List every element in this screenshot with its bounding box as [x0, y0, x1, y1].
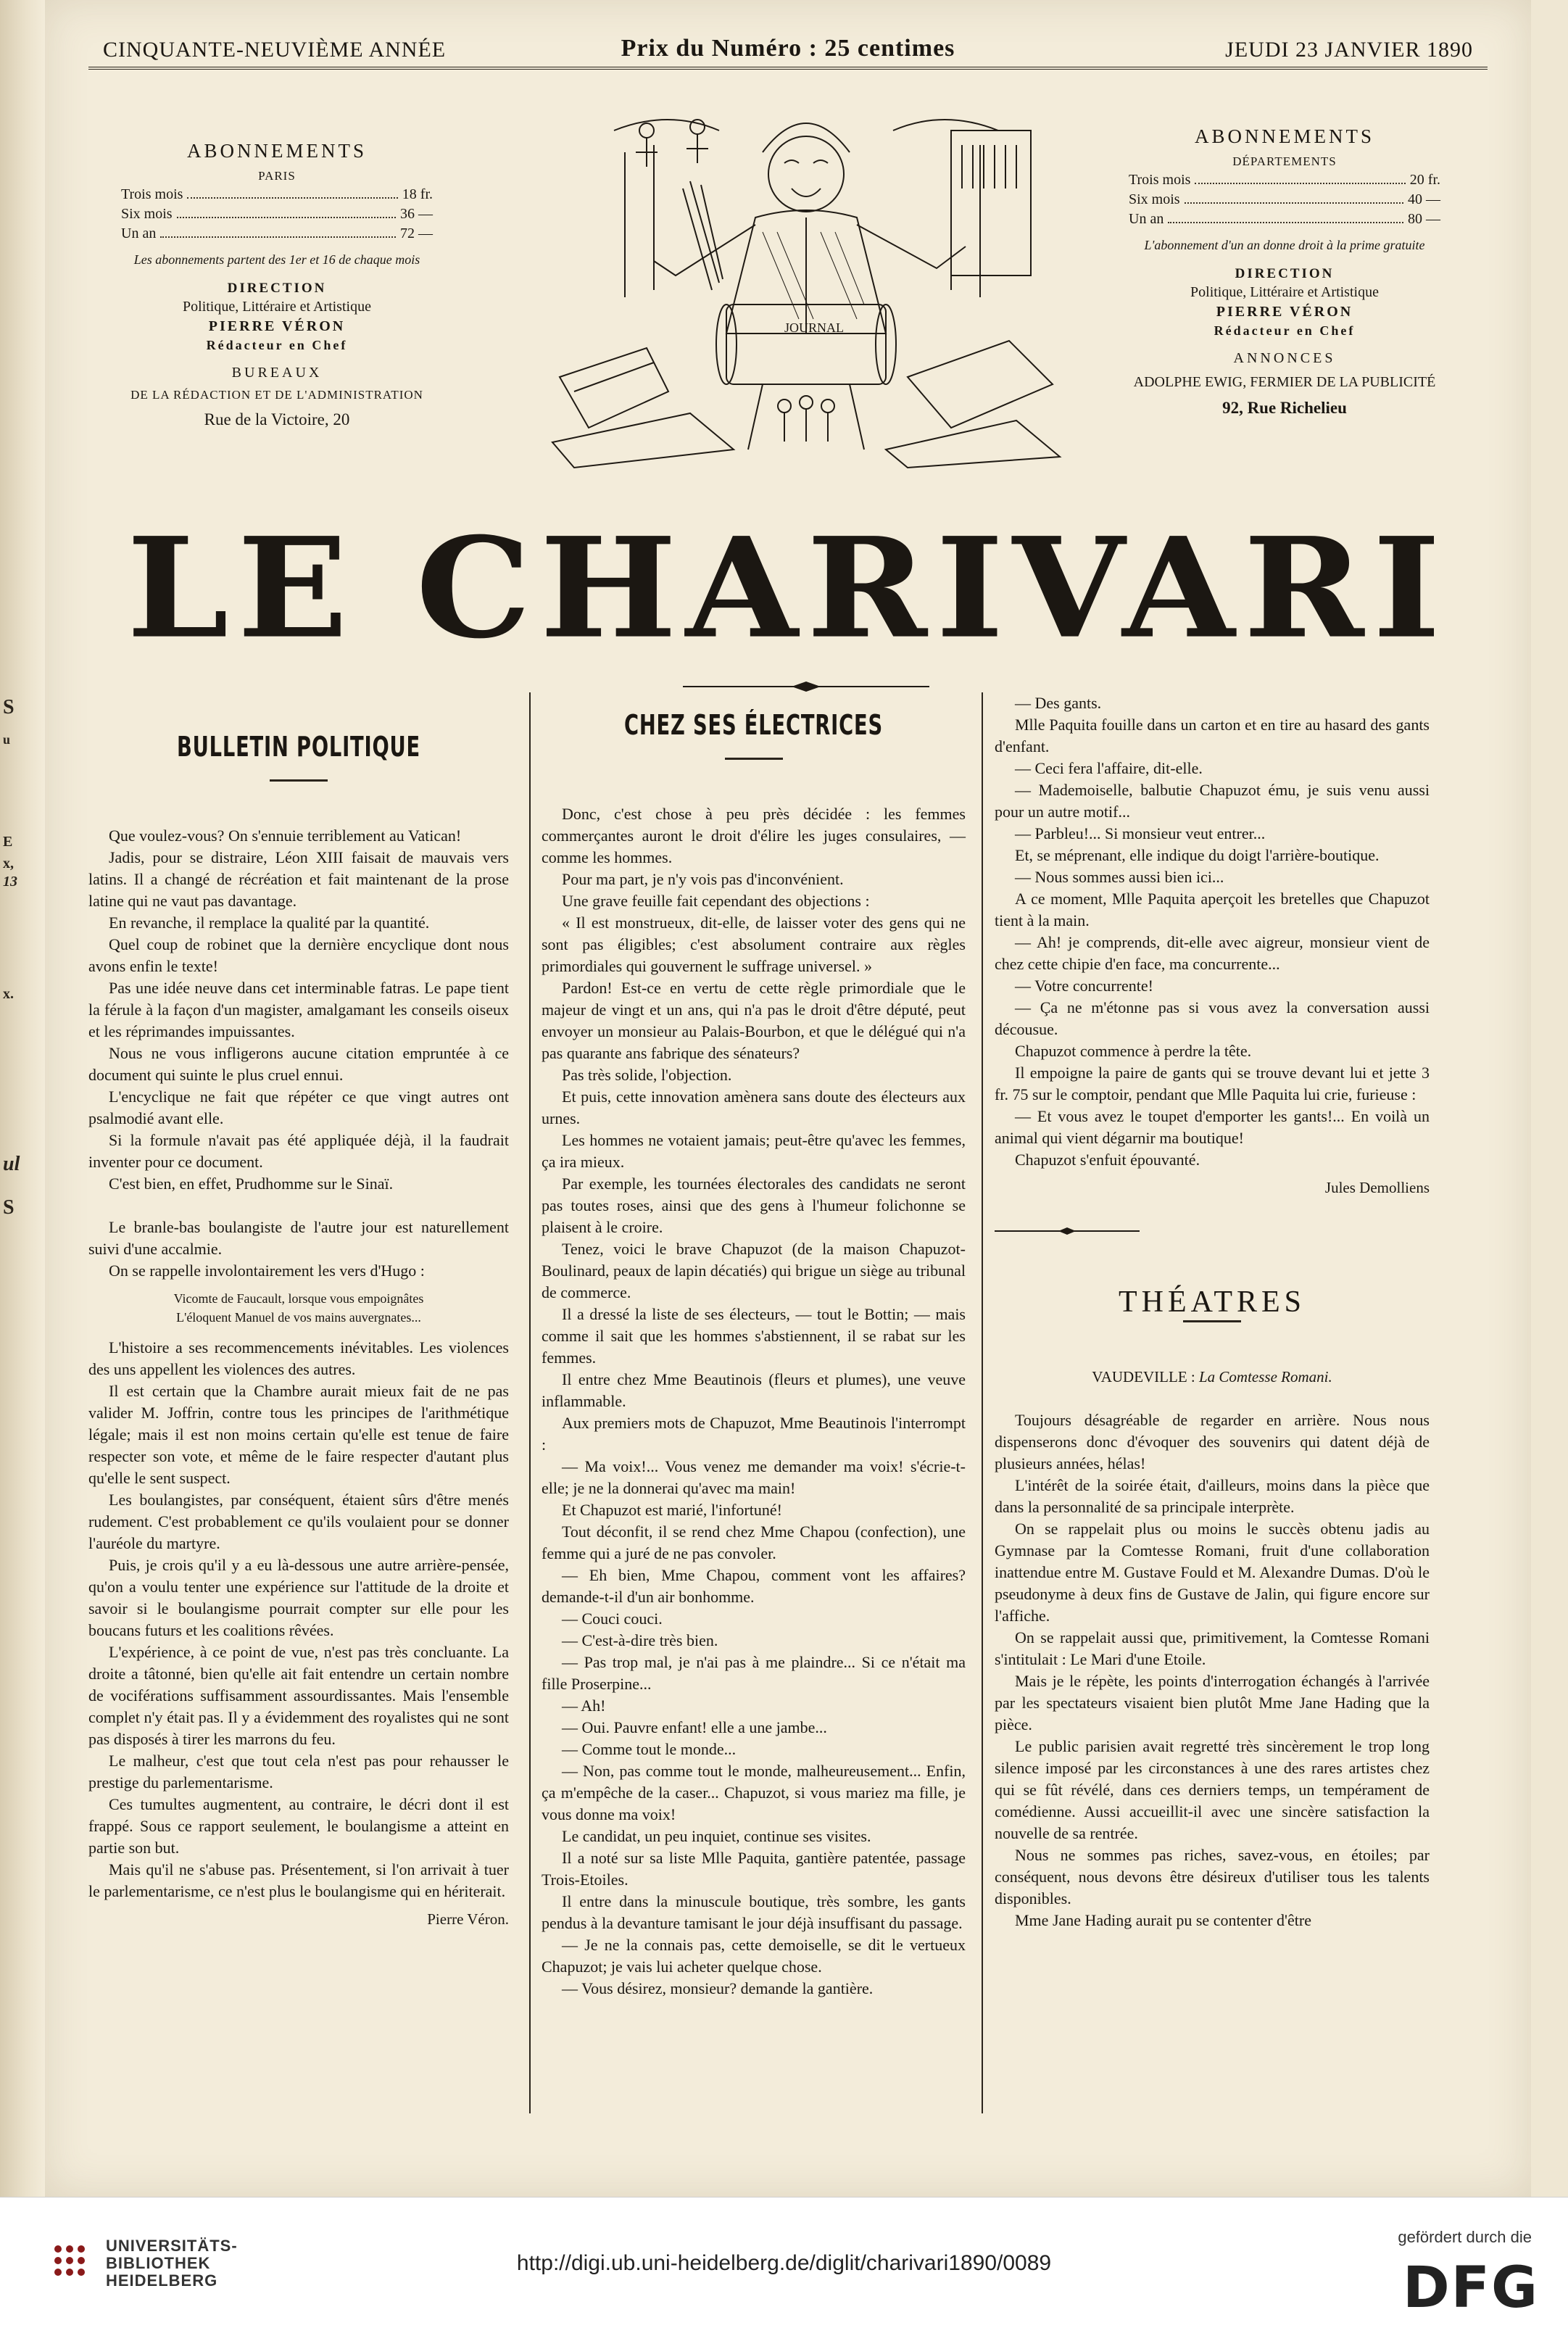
- ads-address: 92, Rue Richelieu: [1222, 398, 1347, 417]
- masthead-title: LE CHARIVARI: [126, 508, 1450, 670]
- rate-row: Trois mois 18 fr.: [121, 186, 433, 203]
- volume-year: CINQUANTE-NEUVIÈME ANNÉE: [103, 38, 447, 62]
- paragraph: Il est certain que la Chambre aurait mieux fait de ne pas valider M. Joffrin, contre tous les principes de l'arithmétique légale; mais il est non moins certain qu'elle est tenue de faire respecter son vote, et même de le faire respecter d'autant plus qu'elle le sent suspect.: [88, 1382, 509, 1487]
- article-title: CHEZ SES ÉLECTRICES: [623, 709, 883, 741]
- library-name-line: UNIVERSITÄTS-: [106, 2237, 238, 2255]
- paragraph: — Ceci fera l'affaire, dit-elle.: [1015, 759, 1203, 777]
- paragraph: — Nous sommes aussi bien ici...: [1015, 868, 1224, 886]
- paragraph: Le branle-bas boulangiste de l'autre jour est naturellement suivi d'une accalmie.: [88, 1218, 509, 1258]
- paragraph: Mme Jane Hading aurait pu se contenter d'être: [1015, 1911, 1311, 1929]
- director-role: Rédacteur en Chef: [1214, 323, 1356, 339]
- paragraph: Le malheur, c'est que tout cela n'est pas pour rehausser le prestige du parlementarisme.: [88, 1752, 509, 1791]
- verse-quote: Vicomte de Faucault, lorsque vous empoignâtes L'éloquent Manuel de vos mains auvergnates...: [173, 1291, 424, 1325]
- paragraph: — Oui. Pauvre enfant! elle a une jambe...: [562, 1718, 827, 1736]
- subscriptions-region: PARIS: [258, 169, 296, 183]
- book-binding-edge: [0, 0, 45, 2197]
- direction-heading: DIRECTION: [227, 280, 327, 296]
- binding-fragment: S: [3, 1196, 14, 1219]
- paragraph: Il a noté sur sa liste Mlle Paquita, gantière patentée, passage Trois-Etoiles.: [542, 1849, 966, 1889]
- paragraph: Si la formule n'avait pas été appliquée déjà, il la faudrait inventer pour ce document.: [88, 1131, 509, 1171]
- direction-heading: DIRECTION: [1235, 265, 1335, 281]
- paragraph: Une grave feuille fait cependant des objections :: [562, 892, 870, 910]
- paragraph: Il a dressé la liste de ses électeurs, — tout le Bottin; — mais comme il sait que les hommes s'abstiennent, il se rabat sur les femmes.: [542, 1305, 966, 1367]
- paragraph: — Ça ne m'étonne pas si vous avez la conversation aussi décousue.: [995, 998, 1430, 1038]
- ads-agent: ADOLPHE EWIG, FERMIER DE LA PUBLICITÉ: [1133, 373, 1436, 390]
- paragraph: L'encyclique ne fait que répéter ce que vingt autres ont psalmodié avant elle.: [88, 1088, 509, 1127]
- paragraph: Mlle Paquita fouille dans un carton et en tire au hasard des gants d'enfant.: [995, 716, 1430, 755]
- bureaux-heading: BUREAUX: [231, 364, 323, 381]
- article-title: BULLETIN POLITIQUE: [176, 731, 421, 763]
- paragraph: Pas une idée neuve dans cet interminable fatras. Le pape tient la férule à la façon d'un magister, amalgamant les conseils oiseux et les réprimandes impuissantes.: [88, 979, 509, 1040]
- subscriptions-region: DÉPARTEMENTS: [1232, 154, 1337, 169]
- paragraph: Aux premiers mots de Chapuzot, Mme Beautinois l'interrompt :: [542, 1414, 966, 1454]
- column-bulletin-politique: [88, 692, 509, 1930]
- newspaper-page: [45, 0, 1531, 2197]
- paragraph: — Ah! je comprends, dit-elle avec aigreur, monsieur vient de chez cette chipie d'en face, ma concurrente...: [995, 933, 1430, 973]
- paragraph: — Votre concurrente!: [1015, 977, 1154, 995]
- paragraph: — Pas trop mal, je n'ai pas à me plaindre... Si ce n'était ma fille Proserpine...: [542, 1653, 966, 1693]
- column-divider: [982, 692, 983, 2113]
- paragraph: Il entre dans la minuscule boutique, très sombre, les gants pendus à la devanture tamisant le jour déjà insuffisant du passage.: [542, 1892, 966, 1932]
- paragraph: Pas très solide, l'objection.: [562, 1066, 732, 1084]
- paragraph: Donc, c'est chose à peu près décidée : les femmes commerçantes auront le droit d'élire les juges consulaires, — comme les hommes.: [542, 805, 966, 866]
- binding-fragment: ul: [3, 1153, 20, 1175]
- source-url[interactable]: http://digi.ub.uni-heidelberg.de/diglit/charivari1890/0089: [516, 2251, 1052, 2275]
- paragraph: — Ah!: [562, 1697, 606, 1715]
- paragraph: Et puis, cette innovation amènera sans doute des électeurs aux urnes.: [542, 1088, 966, 1127]
- header-line: [88, 35, 1488, 70]
- paragraph: Il entre chez Mme Beautinois (fleurs et plumes), une veuve inflammable.: [542, 1370, 966, 1410]
- paragraph: — Ma voix!... Vous venez me demander ma voix! s'écrie-t-elle; je ne la donnerai qu'avec ma main!: [542, 1457, 966, 1497]
- subscriptions-departements: [1082, 123, 1488, 419]
- paragraph: En revanche, il remplace la qualité par la quantité.: [109, 914, 430, 932]
- binding-fragment: 13: [3, 874, 17, 890]
- director-name: PIERRE VÉRON: [1216, 304, 1353, 320]
- paragraph: Tenez, voici le brave Chapuzot (de la maison Chapuzot-Boulinard, peaux de lapin décatiés) qui brigue un siège au tribunal de commerce.: [542, 1240, 966, 1301]
- paragraph: L'expérience, à ce point de vue, n'est pas très concluante. La droite a tâtonné, bien qu'elle ait fait entendre un certain nombre de vociférations suffisamment assourdissantes. Mais l'ensemble complet n'y était pas. Il y a évidemment des royalistes qui ne sont pas disposés à tirer les marrons du feu.: [88, 1643, 509, 1748]
- funding-note: gefördert durch die: [1398, 2228, 1532, 2246]
- digitization-footer: [0, 2197, 1568, 2328]
- paragraph: On se rappelle involontairement les vers d'Hugo :: [109, 1262, 425, 1280]
- paragraph: — Des gants.: [1015, 694, 1102, 712]
- column-suite-et-theatres: [995, 692, 1430, 1931]
- rate-row: Six mois 36 —: [121, 206, 433, 223]
- paragraph: — Parbleu!... Si monsieur veut entrer...: [1015, 824, 1266, 842]
- binding-fragment: x,: [3, 856, 14, 871]
- paragraph: Mais qu'il ne s'abuse pas. Présentement, si l'on arrivait à tuer le parlementarisme, ce n'est plus le boulangisme qui en hériterait.: [88, 1860, 509, 1900]
- section-title-theatres: THÉATRES: [1119, 1285, 1306, 1319]
- paragraph: — Et vous avez le toupet d'emporter les gants!... En voilà un animal qui vient dégarnir ma boutique!: [995, 1107, 1430, 1147]
- column-divider: [529, 692, 531, 2113]
- direction-description: Politique, Littéraire et Artistique: [183, 299, 371, 315]
- paragraph: Il empoigne la paire de gants qui se trouve devant lui et jette 3 fr. 75 sur le comptoir, pendant que Mlle Paquita lui crie, furieuse :: [995, 1064, 1430, 1103]
- binding-fragment: u: [3, 732, 11, 747]
- theatre-subhead: VAUDEVILLE : La Comtesse Romani.: [1092, 1368, 1332, 1385]
- paragraph: — Je ne la connais pas, cette demoiselle, se dit le vertueux Chapuzot; je vais lui acheter quelque chose.: [542, 1936, 966, 1976]
- paragraph: Le public parisien avait regretté très sincèrement le trop long silence imposé par les circonstances à une des rares artistes chez qui se fût révélé, dans ces derniers temps, un tempérament de comédienne. Aussi accueillit-il avec une sincère satisfaction la nouvelle de sa rentrée.: [995, 1737, 1430, 1842]
- rate-row: Trois mois 20 fr.: [1129, 172, 1440, 189]
- dfg-logo: DFG: [1402, 2255, 1539, 2321]
- bureaux-description: DE LA RÉDACTION ET DE L'ADMINISTRATION: [130, 387, 423, 402]
- paragraph: — Eh bien, Mme Chapou, comment vont les affaires? demande-t-il d'un air bonhomme.: [542, 1566, 966, 1606]
- paragraph: Nous ne sommes pas riches, savez-vous, en étoiles; par conséquent, nous devons être désireux d'utiliser tous les talents disponibles.: [995, 1846, 1430, 1907]
- paragraph: Pour ma part, je n'y vois pas d'inconvénient.: [562, 870, 844, 888]
- paragraph: Tout déconfit, il se rend chez Mme Chapou (confection), une femme qui a juré de ne pas convoler.: [542, 1523, 966, 1562]
- paragraph: — C'est-à-dire très bien.: [562, 1631, 718, 1649]
- paragraph: Les hommes ne votaient jamais; peut-être qu'avec les femmes, ça ira mieux.: [542, 1131, 966, 1171]
- library-name-line: BIBLIOTHEK: [106, 2254, 211, 2272]
- paragraph: Pardon! Est-ce en vertu de cette règle primordiale que le majeur de vingt et un ans, qui n'a pas le droit d'être député, peut envoyer un monsieur au Palais-Bourbon, et que le délégué qui n'a pas quarante ans fabrique des sénateurs?: [542, 979, 966, 1062]
- paragraph: Nous ne vous infligerons aucune citation empruntée à ce document qui suinte le plus cruel ennui.: [88, 1044, 509, 1084]
- paragraph: On se rappelait aussi que, primitivement, la Comtesse Romani s'intitulait : Le Mari d'une Etoile.: [995, 1628, 1430, 1668]
- subscriptions-heading: ABONNEMENTS: [1194, 125, 1374, 147]
- masthead-engraving: [545, 102, 1067, 471]
- paragraph: — Couci couci.: [562, 1610, 663, 1628]
- paragraph: — Non, pas comme tout le monde, malheureusement... Enfin, ça m'empêche de la caser... Chapuzot, si vous mariez ma fille, je vous donne ma voix!: [542, 1762, 966, 1823]
- paragraph: — Comme tout le monde...: [562, 1740, 737, 1758]
- rate-row: Six mois 40 —: [1129, 191, 1440, 208]
- paragraph: Mais je le répète, les points d'interrogation échangés à l'arrivée par les spectateurs visaient bien plutôt Mme Jane Hading que la pièce.: [995, 1672, 1430, 1733]
- paragraph: On se rappelait plus ou moins le succès obtenu jadis au Gymnase par la Comtesse Romani, fruit d'une collaboration inattendue entre M. Gustave Fould et M. Alexandre Dumas. D'où le pseudonyme à deux fins de Gustave de Jalin, qui figure encore sur l'affiche.: [995, 1520, 1430, 1625]
- paragraph: Les boulangistes, par conséquent, étaient sûrs d'être menés rudement. C'est probablement ce qu'ils voulaient pour se donner l'auréole du martyre.: [88, 1491, 509, 1552]
- issue-date: JEUDI 23 JANVIER 1890: [1225, 38, 1473, 62]
- binding-fragment: S: [3, 696, 14, 718]
- paragraph: Le candidat, un peu inquiet, continue ses visites.: [562, 1827, 871, 1845]
- paragraph: Toujours désagréable de regarder en arrière. Nous nous dispenserons donc d'évoquer des souvenirs qui datent déjà de plusieurs années, hélas!: [995, 1411, 1430, 1472]
- title-rule: [1183, 1320, 1241, 1322]
- rate-row: Un an 80 —: [1129, 211, 1440, 228]
- director-role: Rédacteur en Chef: [206, 338, 348, 353]
- binding-fragment: x.: [3, 986, 14, 1002]
- paragraph: Chapuzot commence à perdre la tête.: [1015, 1042, 1252, 1060]
- title-rule: [725, 758, 783, 760]
- bureaux-address: Rue de la Victoire, 20: [204, 410, 350, 428]
- paragraph: Ces tumultes augmentent, au contraire, le décri dont il est frappé. Sous ce rapport seulement, le boulangisme a atteint en partie son but.: [88, 1795, 509, 1857]
- subscriptions-note: Les abonnements partent des 1er et 16 de chaque mois: [133, 252, 420, 268]
- journal-label: JOURNAL: [784, 320, 845, 335]
- paragraph: Et, se méprenant, elle indique du doigt l'arrière-boutique.: [1015, 846, 1380, 864]
- paragraph: Puis, je crois qu'il y a eu là-dessous une autre arrière-pensée, qu'on a voulu tenter une expérience sur l'attitude de la droite et savoir si le boulangisme pourrait compter sur elle pour les boucans futurs et les coalitions rêvées.: [88, 1556, 509, 1639]
- subscriptions-paris: [74, 138, 480, 431]
- title-rule: [270, 779, 328, 782]
- paragraph: A ce moment, Mlle Paquita aperçoit les bretelles que Chapuzot tient à la main.: [995, 890, 1430, 929]
- issue-price: Prix du Numéro : 25 centimes: [621, 35, 955, 62]
- paragraph: — Vous désirez, monsieur? demande la gantière.: [562, 1979, 874, 1997]
- rate-row: Un an 72 —: [121, 225, 433, 242]
- paragraph: L'intérêt de la soirée était, d'ailleurs, moins dans la pièce que dans la personnalité de sa principale interprète.: [995, 1476, 1430, 1516]
- subscriptions-heading: ABONNEMENTS: [186, 140, 367, 162]
- paragraph: Et Chapuzot est marié, l'infortuné!: [562, 1501, 782, 1519]
- library-name-line: HEIDELBERG: [106, 2271, 218, 2290]
- paragraph: Par exemple, les tournées électorales des candidats ne seront pas toutes roses, ainsi que des gens à l'humeur folichonne se plaisent à le croire.: [542, 1175, 966, 1236]
- paragraph: Jadis, pour se distraire, Léon XIII faisait de mauvais vers latins. Il a changé de récréation et fait maintenant de la prose latine qui ne vaut pas davantage.: [88, 848, 509, 910]
- binding-fragment: E: [3, 834, 13, 850]
- ads-heading: ANNONCES: [1233, 349, 1336, 366]
- paragraph: — Mademoiselle, balbutie Chapuzot ému, je suis venu aussi pour un autre motif...: [995, 781, 1430, 821]
- signature: Pierre Véron.: [427, 1910, 509, 1928]
- subscriptions-note: L'abonnement d'un an donne droit à la prime gratuite: [1144, 238, 1425, 253]
- paragraph: Que voulez-vous? On s'ennuie terriblement au Vatican!: [109, 827, 462, 845]
- paragraph: Chapuzot s'enfuit épouvanté.: [1015, 1151, 1200, 1169]
- masthead-ornament: [683, 682, 929, 692]
- section-ornament: [995, 1227, 1140, 1235]
- director-name: PIERRE VÉRON: [208, 318, 346, 335]
- column-chez-ses-electrices: [542, 692, 966, 2000]
- paragraph: « Il est monstrueux, dit-elle, de laisser voter des gens qui ne sont pas éligibles; c'est absolument contraire aux règles primordiales qui gouvernent le suffrage universel. »: [542, 914, 966, 975]
- paragraph: Quel coup de robinet que la dernière encyclique dont nous avons enfin le texte!: [88, 935, 509, 975]
- direction-description: Politique, Littéraire et Artistique: [1190, 284, 1379, 301]
- signature: Jules Demolliens: [1324, 1179, 1430, 1196]
- paragraph: L'histoire a ses recommencements inévitables. Les violences des uns appellent les violences des autres.: [88, 1338, 509, 1378]
- paragraph: C'est bien, en effet, Prudhomme sur le Sinaï.: [109, 1175, 394, 1193]
